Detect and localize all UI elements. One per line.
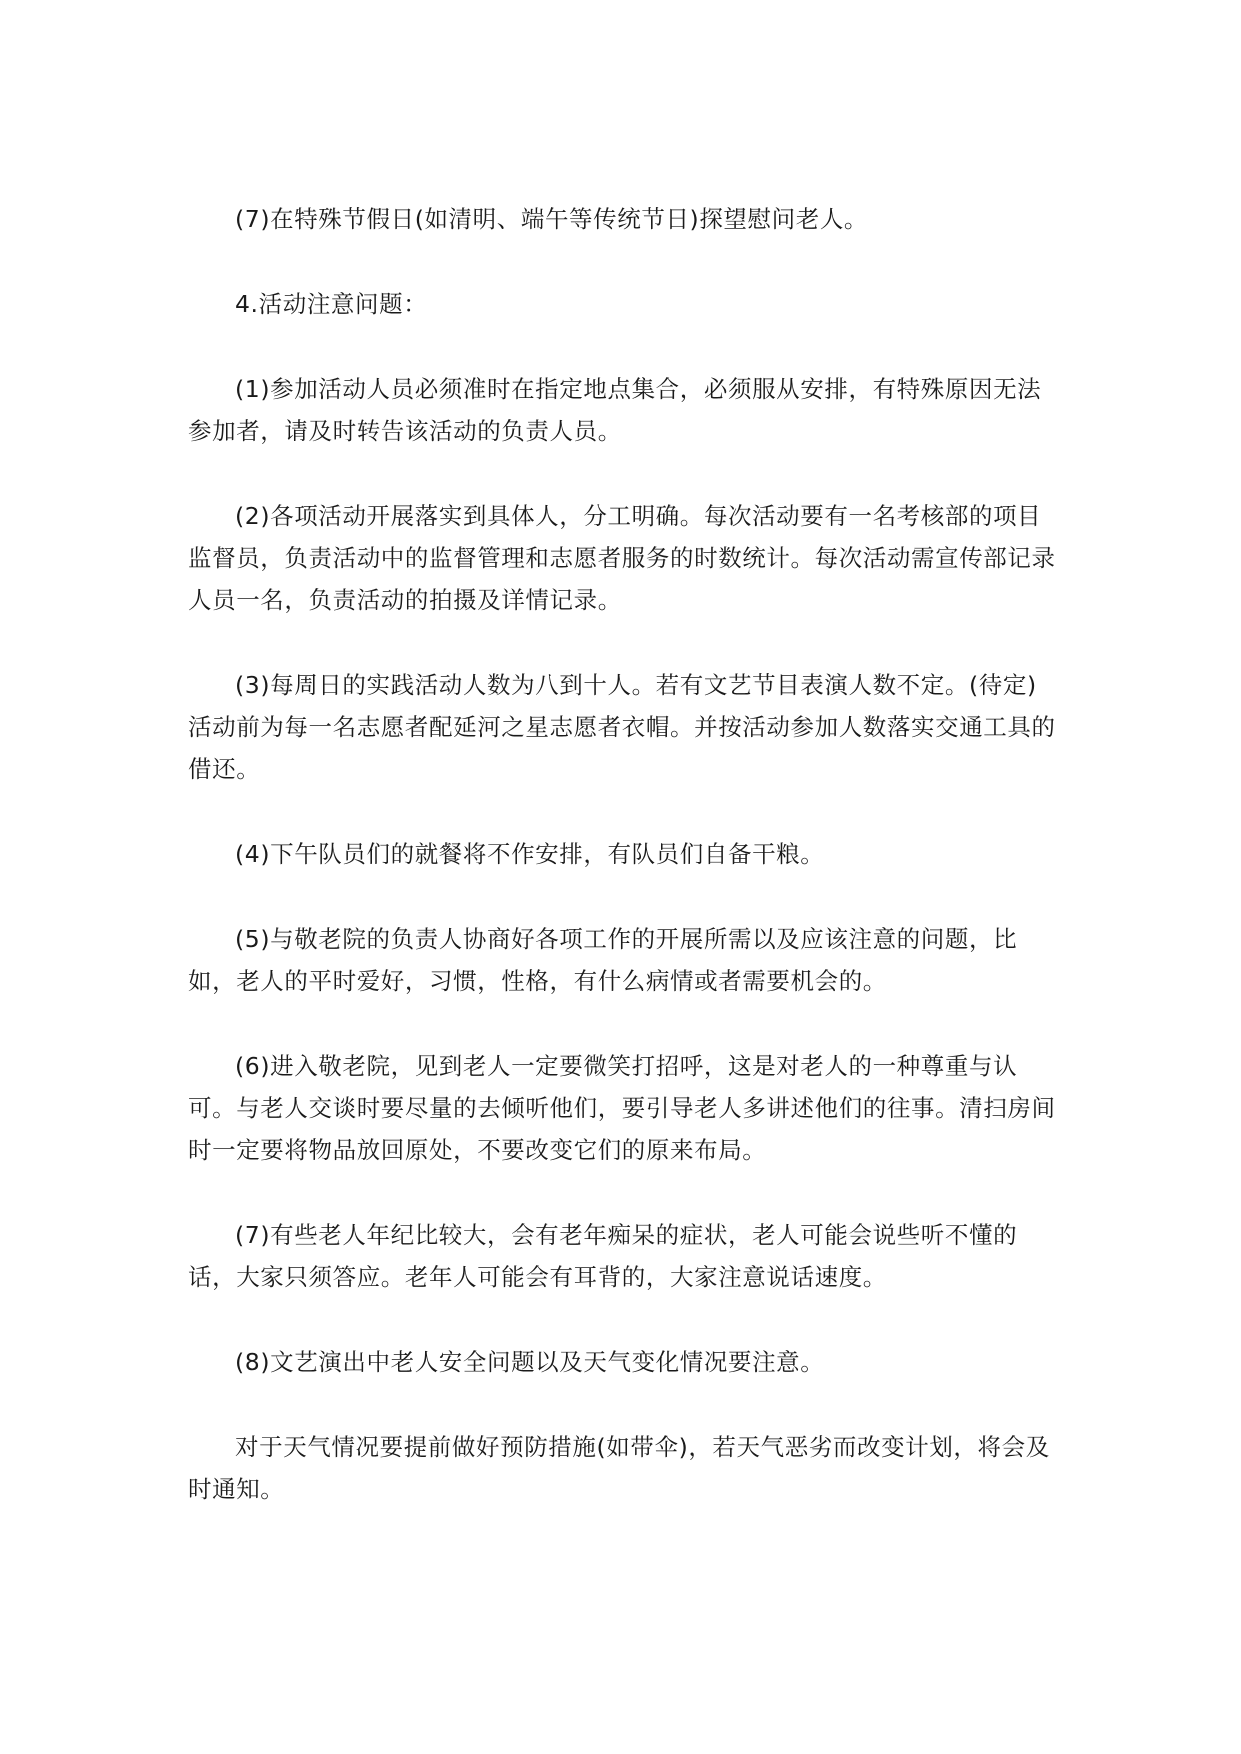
paragraph-weather-notice: 对于天气情况要提前做好预防措施(如带伞)，若天气恶劣而改变计划，将会及时通知。 <box>188 1433 1050 1503</box>
paragraph-note-6: (6)进入敬老院，见到老人一定要微笑打招呼，这是对老人的一种尊重与认可。与老人交谈时要尽量的去倾听他们，要引导老人多讲述他们的往事。清扫房间时一定要将物品放回原处，不要改变它们的原来布局。 <box>188 1052 1056 1164</box>
paragraph-note-4: (4)下午队员们的就餐将不作安排，有队员们自备干粮。 <box>235 840 825 868</box>
paragraph-note-1: (1)参加活动人员必须准时在指定地点集合，必须服从安排，有特殊原因无法参加者，请及时转告该活动的负责人员。 <box>188 375 1042 445</box>
paragraph-note-3: (3)每周日的实践活动人数为八到十人。若有文艺节目表演人数不定。(待定)活动前为每一名志愿者配延河之星志愿者衣帽。并按活动参加人数落实交通工具的借还。 <box>188 671 1056 783</box>
paragraph-note-8: (8)文艺演出中老人安全问题以及天气变化情况要注意。 <box>235 1348 825 1376</box>
document-page <box>188 198 1060 1553</box>
section-heading-activity-notes: 4.活动注意问题： <box>235 290 428 318</box>
paragraph-festival-visit: (7)在特殊节假日(如清明、端午等传统节日)探望慰问老人。 <box>235 205 869 233</box>
paragraph-note-2: (2)各项活动开展落实到具体人，分工明确。每次活动要有一名考核部的项目监督员，负责活动中的监督管理和志愿者服务的时数统计。每次活动需宣传部记录人员一名，负责活动的拍摄及详情记录。 <box>188 502 1056 614</box>
paragraph-note-5: (5)与敬老院的负责人协商好各项工作的开展所需以及应该注意的问题，比如，老人的平时爱好，习惯，性格，有什么病情或者需要机会的。 <box>188 925 1018 995</box>
paragraph-note-7: (7)有些老人年纪比较大，会有老年痴呆的症状，老人可能会说些听不懂的话，大家只须答应。老年人可能会有耳背的，大家注意说话速度。 <box>188 1221 1018 1291</box>
